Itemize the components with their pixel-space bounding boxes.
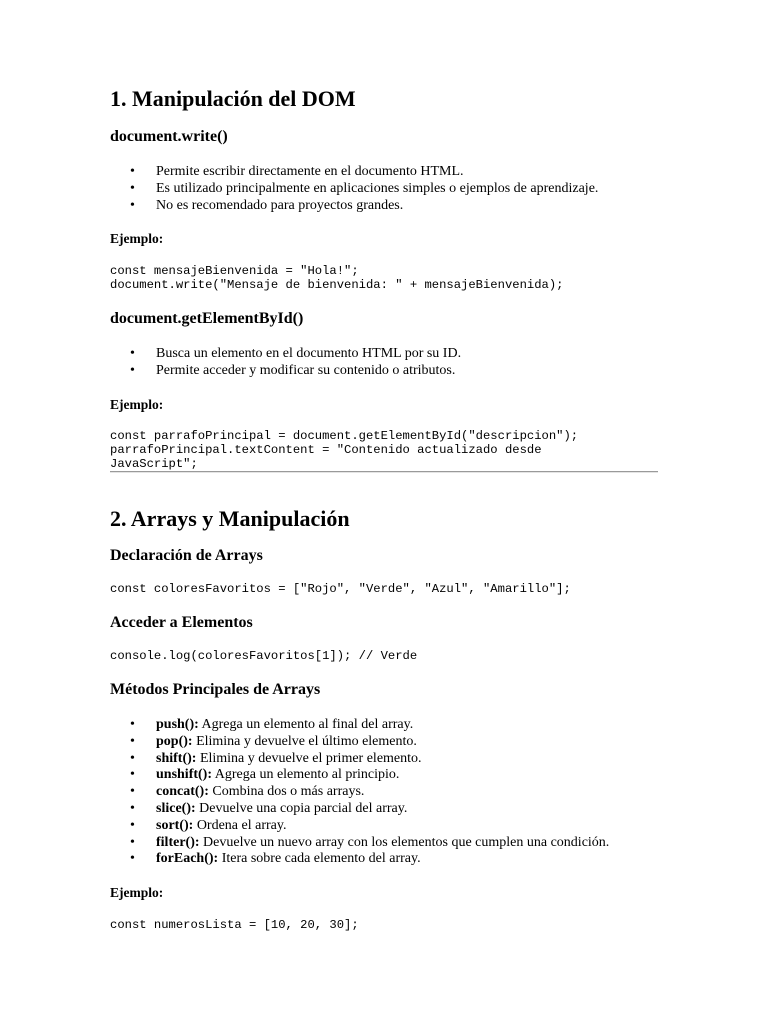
- heading-array-declaration: Declaración de Arrays: [110, 547, 263, 564]
- horizontal-rule: [110, 471, 658, 473]
- method-description: Combina dos o más arrays.: [208, 784, 365, 800]
- example-label: Ejemplo:: [110, 885, 164, 900]
- list-item: • Permite acceder y modificar su contenido o atributos.: [110, 363, 461, 380]
- method-description: Devuelve un nuevo array con los elementos que cumplen una condición.: [199, 834, 610, 850]
- heading-document-write: document.write(): [110, 128, 228, 145]
- list-item: [110, 751, 609, 768]
- example-label: Ejemplo:: [110, 231, 164, 246]
- method-name: filter():: [156, 834, 200, 850]
- section-title-arrays: 2. Arrays y Manipulación: [110, 506, 350, 531]
- method-name: unshift():: [156, 767, 213, 783]
- list-item: • Es utilizado principalmente en aplicaciones simples o ejemplos de aprendizaje.: [110, 181, 598, 198]
- method-name: slice():: [156, 800, 196, 816]
- list-item: [110, 734, 609, 751]
- code-block-array-declaration: const coloresFavoritos = ["Rojo", "Verde", "Azul", "Amarillo"];: [110, 582, 571, 596]
- code-block-access-elements: console.log(coloresFavoritos[1]); // Verde: [110, 649, 418, 663]
- heading-access-elements: Acceder a Elementos: [110, 614, 253, 631]
- list-item: [110, 784, 609, 801]
- code-block-array-example: const numerosLista = [10, 20, 30];: [110, 918, 359, 932]
- method-name: pop():: [156, 733, 193, 749]
- method-name: shift():: [156, 750, 197, 766]
- method-name: forEach():: [156, 851, 219, 867]
- method-description: Elimina y devuelve el primer elemento.: [196, 750, 422, 766]
- list-item: [110, 818, 609, 835]
- method-description: Ordena el array.: [193, 817, 287, 833]
- method-description: Elimina y devuelve el último elemento.: [192, 733, 417, 749]
- method-name: push():: [156, 717, 199, 732]
- bullet-list-get-element-by-id: [110, 346, 461, 380]
- method-description: Agrega un elemento al final del array.: [198, 717, 414, 732]
- bullet-list-document-write: [110, 164, 598, 214]
- example-label: Ejemplo:: [110, 397, 164, 412]
- method-description: Devuelve una copia parcial del array.: [195, 800, 408, 816]
- list-item: [110, 835, 609, 852]
- section-title-dom: 1. Manipulación del DOM: [110, 86, 356, 111]
- list-item: [110, 801, 609, 818]
- heading-get-element-by-id: document.getElementById(): [110, 310, 304, 327]
- heading-array-methods: Métodos Principales de Arrays: [110, 681, 321, 698]
- list-item: • Busca un elemento en el documento HTML por su ID.: [110, 346, 461, 363]
- code-block-document-write: const mensajeBienvenida = "Hola!"; document.write("Mensaje de bienvenida: " + mensajeBienvenida);: [110, 264, 564, 293]
- list-item: • Permite escribir directamente en el documento HTML.: [110, 164, 598, 181]
- list-item: • No es recomendado para proyectos grandes.: [110, 198, 598, 215]
- method-name: sort():: [156, 817, 194, 833]
- code-block-get-element-by-id: const parrafoPrincipal = document.getElementById("descripcion"); parrafoPrincipal.textContent = "Contenido actualizado desde JavaScript";: [110, 429, 579, 472]
- method-description: Itera sobre cada elemento del array.: [218, 851, 421, 867]
- bullet-list-array-methods: [110, 717, 609, 868]
- list-item: [110, 851, 609, 868]
- list-item: [110, 717, 609, 734]
- list-item: [110, 767, 609, 784]
- method-description: Agrega un elemento al principio.: [212, 767, 400, 783]
- method-name: concat():: [156, 784, 209, 800]
